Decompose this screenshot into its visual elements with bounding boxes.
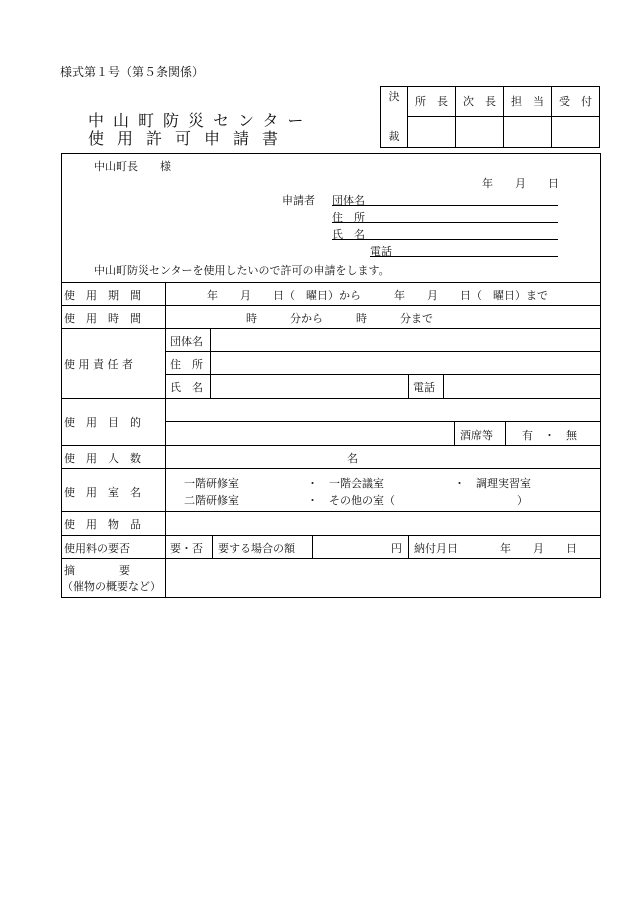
form-number: 様式第１号（第５条関係） [60, 65, 205, 79]
divider [62, 535, 600, 536]
divider [312, 535, 313, 558]
people-label: 使 用 人 数 [64, 452, 141, 465]
purpose-label: 使 用 目 的 [64, 416, 141, 429]
divider [454, 421, 455, 445]
responsible-org-label: 団体名 [170, 335, 203, 348]
fee-due-date[interactable]: 年 月 日 [500, 542, 577, 555]
application-date[interactable]: 年 月 日 [482, 177, 559, 190]
time-field[interactable]: 時 分から 時 分まで [246, 312, 433, 325]
divider [62, 468, 600, 469]
approval-stamp-charge[interactable] [504, 116, 552, 147]
approval-stamp-box [380, 86, 600, 148]
divider [212, 535, 213, 558]
responsible-label: 使 用 責 任 者 [64, 358, 133, 371]
approval-stamp-director[interactable] [408, 116, 456, 147]
responsible-address-label: 住 所 [170, 358, 203, 371]
alcohol-choice[interactable]: 有 ・ 無 [522, 429, 577, 442]
room-option-cooking[interactable]: ・ 調理実習室 [454, 477, 531, 490]
divider [443, 374, 444, 398]
fee-need-choice[interactable]: 要・否 [170, 542, 203, 555]
room-option-other-close: ） [517, 494, 528, 507]
applicant-address-field[interactable] [332, 222, 558, 223]
addressee: 中山町長 様 [94, 160, 171, 173]
divider [166, 421, 600, 422]
approval-header-deputy: 次 長 [456, 87, 504, 117]
kessai-label: 決 裁 [381, 87, 408, 148]
period-field[interactable]: 年 月 日（ 曜日）から 年 月 日（ 曜日）まで [207, 289, 548, 302]
applicant-phone-field[interactable] [370, 256, 558, 257]
room-option-2f-training[interactable]: 二階研修室 [184, 494, 239, 507]
label-column-divider [165, 282, 166, 598]
alcohol-label: 酒席等 [460, 429, 493, 442]
goods-label: 使 用 物 品 [64, 518, 141, 531]
room-option-1f-meeting[interactable]: ・ 一階会議室 [307, 477, 384, 490]
application-statement: 中山町防災センターを使用したいので許可の申請をします。 [94, 264, 390, 277]
applicant-label: 申請者 [282, 194, 315, 207]
time-label: 使 用 時 間 [64, 312, 141, 325]
fee-amount-label: 要する場合の額 [218, 542, 295, 555]
application-form [61, 153, 601, 598]
approval-stamp-deputy[interactable] [456, 116, 504, 147]
form-title-line2: 使用許可申請書 [88, 129, 292, 148]
approval-header-reception: 受 付 [552, 87, 600, 117]
remarks-label: 摘 要 [64, 564, 130, 577]
fee-label: 使用料の要否 [64, 542, 130, 555]
divider [62, 305, 600, 306]
room-option-other[interactable]: ・ その他の室（ [307, 494, 395, 507]
divider [62, 328, 600, 329]
divider [62, 511, 600, 512]
approval-header-director: 所 長 [408, 87, 456, 117]
divider [62, 398, 600, 399]
period-label: 使 用 期 間 [64, 289, 141, 302]
divider [166, 374, 600, 375]
room-label: 使 用 室 名 [64, 486, 141, 499]
applicant-org-field[interactable] [332, 205, 558, 206]
form-title-line1: 中山町防災センター [88, 111, 313, 130]
responsible-phone-label: 電話 [413, 381, 435, 394]
room-option-1f-training[interactable]: 一階研修室 [184, 477, 239, 490]
fee-due-label: 納付月日 [414, 542, 458, 555]
applicant-name-field[interactable] [332, 239, 558, 240]
responsible-name-label: 氏 名 [170, 381, 203, 394]
divider [505, 421, 506, 445]
applicant-name-label: 氏 名 [332, 228, 365, 241]
approval-header-charge: 担 当 [504, 87, 552, 117]
divider [62, 445, 600, 446]
divider [166, 351, 600, 352]
divider [210, 328, 211, 398]
remarks-sublabel: （催物の概要など） [62, 580, 161, 593]
divider [408, 535, 409, 558]
people-unit: 名 [347, 452, 358, 465]
applicant-org-label: 団体名 [332, 194, 365, 207]
applicant-phone-label: 電話 [370, 245, 392, 258]
divider [62, 282, 600, 283]
fee-yen-unit: 円 [391, 542, 402, 555]
divider [62, 558, 600, 559]
applicant-address-label: 住 所 [332, 211, 365, 224]
approval-stamp-reception[interactable] [552, 116, 600, 147]
divider [408, 374, 409, 398]
